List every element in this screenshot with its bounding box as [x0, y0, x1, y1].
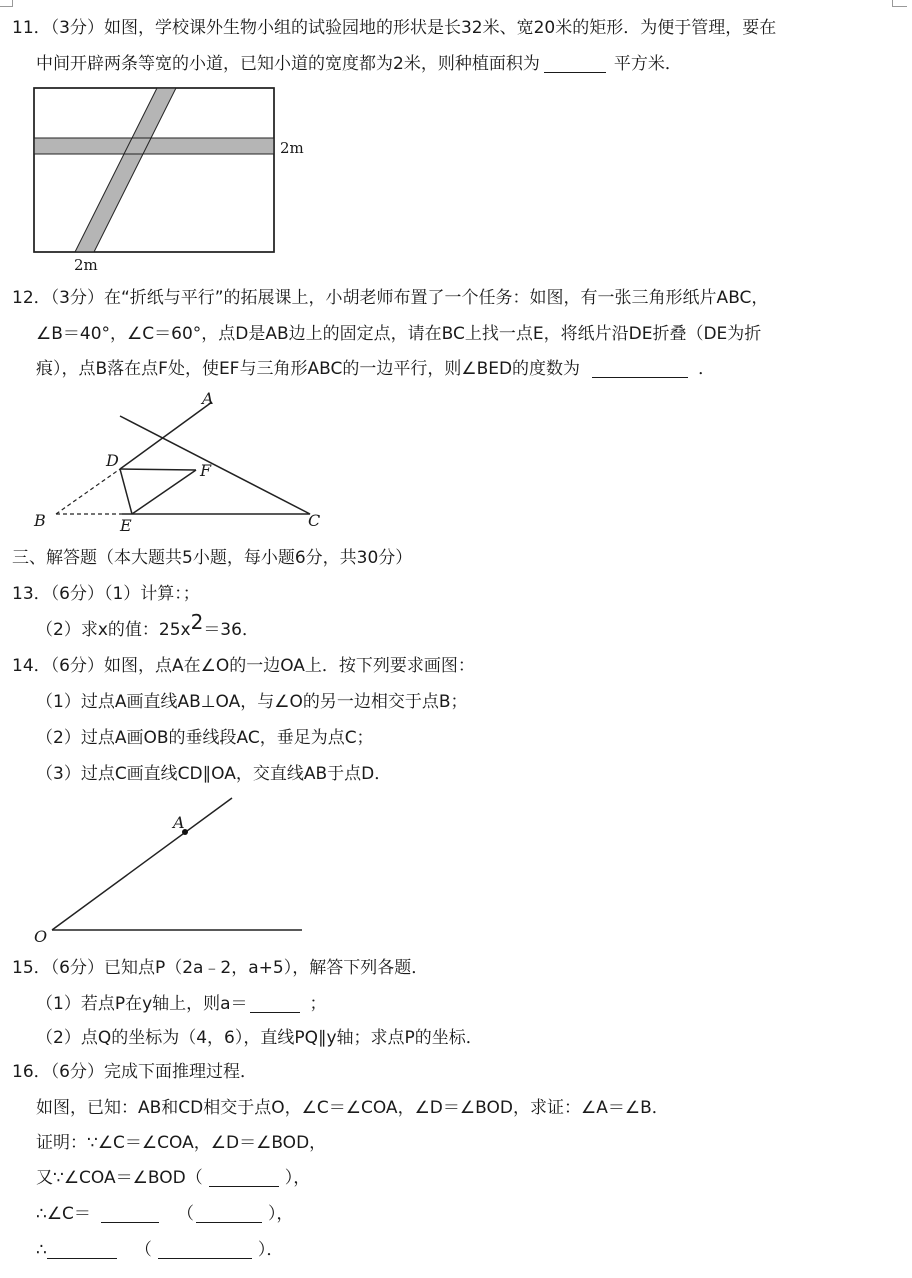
q12-triangle: [120, 416, 310, 514]
q11-line2-unit: 平方米．: [613, 54, 682, 74]
q15-answer-blank[interactable]: [250, 994, 300, 1013]
q12-line3: [36, 357, 715, 381]
q13-line2-text: （2）求x的值：25x: [36, 620, 191, 640]
q14-step2: （2）过点A画OB的垂线段AC，垂足为点C；: [36, 728, 374, 748]
q13-exponent: 2: [190, 610, 204, 634]
corner-mark-left: [0, 0, 13, 7]
q12-label-A: A: [202, 389, 214, 408]
q14-step1: （1）过点A画直线AB⊥OA，与∠O的另一边相交于点B；: [36, 692, 468, 712]
q14-figure: [28, 790, 328, 950]
q11-label-bottom: 2m: [74, 256, 98, 274]
q16-conclusion-blank[interactable]: [47, 1240, 117, 1259]
q12-label-E: E: [120, 516, 132, 535]
q15-part1: [36, 992, 327, 1016]
q15-line1: 15．（6分）已知点P（2a﹣2，a+5），解答下列各题．: [12, 958, 429, 978]
q12-label-B: B: [34, 511, 46, 530]
q12-label-F: F: [200, 461, 212, 480]
q16-given: 如图，已知：AB和CD相交于点O，∠C＝∠COA，∠D＝∠BOD，求证：∠A＝∠B．: [36, 1098, 669, 1118]
q14-ray-OA: [52, 798, 232, 930]
corner-mark-right: [892, 0, 907, 7]
q12-line3-text: 痕），点B落在点F处，使EF与三角形ABC的一边平行，则∠BED的度数为: [36, 359, 581, 379]
q16-proof3-open: （: [176, 1204, 194, 1224]
q12-segment-de: [120, 469, 132, 514]
q12-figure: [20, 386, 360, 536]
q12-label-D: D: [106, 451, 119, 470]
q11-answer-blank[interactable]: [544, 54, 606, 73]
q16-proof2: [36, 1166, 310, 1190]
q12-side-ad: [120, 402, 212, 469]
q16-reason3-blank[interactable]: [158, 1240, 252, 1259]
q13-line2-end: ＝36．: [203, 620, 259, 640]
q16-proof4-end: ）．: [257, 1240, 284, 1260]
q15-part2: （2）点Q的坐标为（4，6），直线PQ∥y轴；求点P的坐标．: [36, 1028, 483, 1048]
q14-label-O: O: [34, 927, 48, 946]
q13-line1: 13．（6分）（1）计算：；: [12, 584, 200, 604]
q16-proof4-text: ∴: [36, 1240, 47, 1260]
q13-line2: [36, 610, 259, 642]
q15-part1-end: ；: [309, 994, 327, 1014]
q15-part1-text: （1）若点P在y轴上，则a＝: [36, 994, 248, 1014]
q14-label-A: A: [173, 813, 185, 832]
q16-proof2-end: ），: [284, 1168, 311, 1188]
q12-answer-blank[interactable]: [592, 359, 688, 378]
q12-line1: 12．（3分）在“折纸与平行”的拓展课上，小胡老师布置了一个任务：如图，有一张三角形纸片ABC，: [12, 288, 769, 308]
q11-line2: [36, 52, 682, 76]
q12-dashed-bd: [56, 469, 120, 514]
q11-line2-text: 中间开辟两条等宽的小道，已知小道的宽度都为2米，则种植面积为: [36, 54, 540, 74]
q11-horizontal-path: [34, 138, 274, 154]
q16-proof3: [36, 1202, 293, 1226]
q12-segment-df: [120, 469, 196, 470]
q16-proof4-open: （: [134, 1240, 152, 1260]
q14-step3: （3）过点C画直线CD∥OA，交直线AB于点D．: [36, 764, 392, 784]
q16-line1: 16．（6分）完成下面推理过程．: [12, 1062, 257, 1082]
q11-label-right: 2m: [280, 139, 304, 157]
q16-proof3-text: ∴∠C＝: [36, 1204, 91, 1224]
q16-angle-blank[interactable]: [101, 1204, 159, 1223]
q16-proof1: 证明：∵∠C＝∠COA，∠D＝∠BOD，: [36, 1133, 327, 1153]
q16-reason2-blank[interactable]: [196, 1204, 262, 1223]
q16-proof3-end: ），: [267, 1204, 294, 1224]
q16-proof2-text: 又∵∠COA＝∠BOD（: [36, 1168, 203, 1188]
q11-figure: [30, 84, 350, 284]
section3-heading: 三、解答题（本大题共5小题，每小题6分，共30分）: [12, 548, 413, 568]
q16-proof4: [36, 1238, 283, 1262]
q12-line3-end: ．: [698, 359, 716, 379]
q12-segment-ef: [132, 470, 196, 514]
q12-label-C: C: [308, 511, 321, 530]
q11-line1: 11．（3分）如图，学校课外生物小组的试验园地的形状是长32米、宽20米的矩形．为便于管理，要在: [12, 18, 777, 38]
q16-reason1-blank[interactable]: [209, 1168, 279, 1187]
q12-line2: ∠B＝40°，∠C＝60°，点D是AB边上的固定点，请在BC上找一点E，将纸片沿DE折叠（DE为折: [36, 324, 762, 344]
q14-line1: 14．（6分）如图，点A在∠O的一边OA上．按下列要求画图：: [12, 656, 475, 676]
